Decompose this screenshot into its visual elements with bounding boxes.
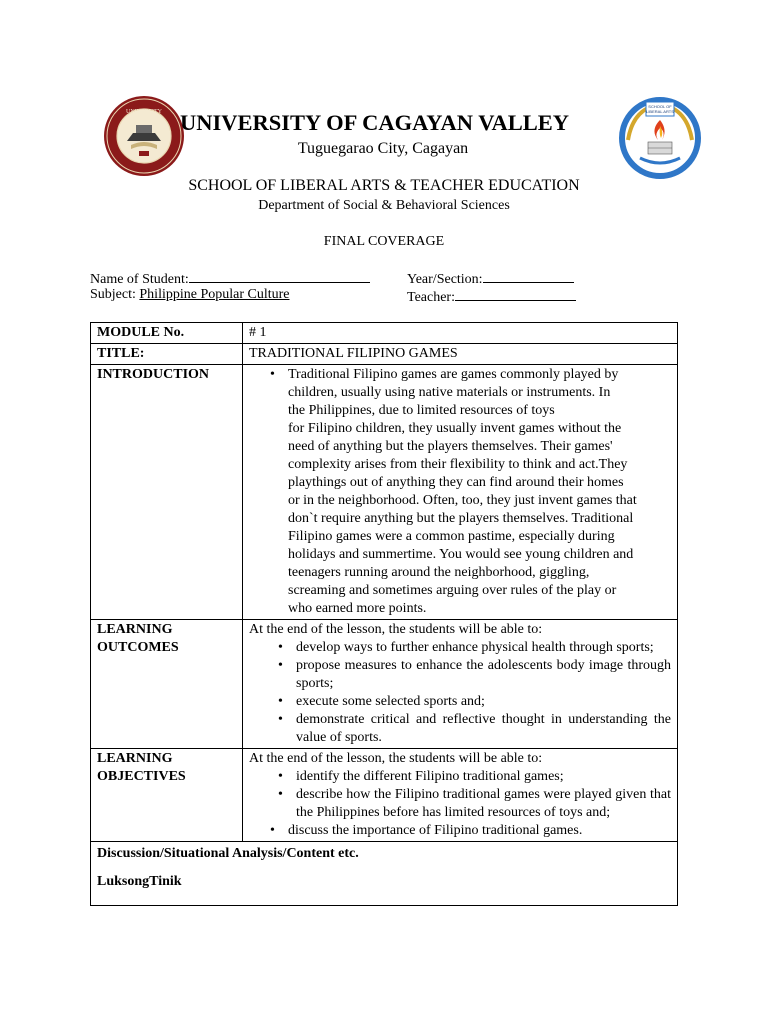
list-item: • describe how the Filipino traditional games were played given that the Philippines before has limited resources of toys and; (278, 787, 671, 820)
subject-field (90, 287, 290, 303)
year-section-blank (483, 269, 574, 283)
student-name-blank (189, 269, 370, 283)
bullet-icon: • (278, 658, 283, 673)
university-name: UNIVERSITY OF CAGAYAN VALLEY (180, 110, 570, 135)
university-city: Tuguegarao City, Cagayan (297, 140, 469, 157)
subject-label: Subject: (90, 287, 136, 302)
year-section-label: Year/Section: (407, 272, 483, 287)
learning-objectives-cell (243, 749, 678, 842)
coverage-title: FINAL COVERAGE (323, 234, 445, 249)
module-table (90, 322, 678, 906)
teacher-label: Teacher: (407, 290, 455, 305)
list-item: • propose measures to enhance the adolescents body image through sports; (278, 658, 671, 691)
list-item: • discuss the importance of Filipino traditional games. (270, 823, 583, 838)
student-name-label: Name of Student: (90, 272, 189, 287)
introduction-cell (243, 365, 678, 620)
subject-value: Philippine Popular Culture (139, 287, 290, 302)
outcomes-lead: At the end of the lesson, the students will be able to: (249, 622, 543, 637)
student-name-field (90, 269, 370, 288)
school-name: SCHOOL OF LIBERAL ARTS & TEACHER EDUCATION (188, 177, 580, 194)
learning-outcomes-label: LEARNING OUTCOMES (91, 620, 243, 749)
objectives-lead: At the end of the lesson, the students will be able to: (249, 751, 543, 766)
introduction-row (91, 365, 678, 620)
svg-text:UNIVERSITY: UNIVERSITY (126, 109, 162, 115)
introduction-label: INTRODUCTION (91, 365, 243, 620)
learning-outcomes-cell (243, 620, 678, 749)
discussion-heading: Discussion/Situational Analysis/Content etc. (97, 846, 359, 861)
title-label: TITLE: (91, 344, 243, 365)
module-number-label: MODULE No. (91, 323, 243, 344)
introduction-paragraph: • Traditional Filipino games are games commonly played by children, usually using native materials or instruments. In the Philippines, due to limited resources of toys for Filipino children, they usually invent games without the need of anything but the players themselves. Their games' complexity arises from their flexibility to think and act.They playthings out of anything they can find around their homes or in the neighborhood. Often, too, they just invent games that don`t require anything but the players themselves. Traditional Filipino games were a common pastime, especially during holidays and summertime. You would see young children and teenagers running around the neighborhood, giggling, screaming and sometimes arguing over rules of the play or who earned more points. (270, 367, 637, 616)
learning-objectives-label: LEARNING OBJECTIVES (91, 749, 243, 842)
list-item: • identify the different Filipino traditional games; (278, 769, 564, 784)
school-seal-logo (618, 96, 702, 180)
module-number-value: # 1 (243, 323, 678, 344)
discussion-row (91, 842, 678, 906)
svg-text:SCHOOL OF: SCHOOL OF (648, 104, 672, 109)
bullet-icon: • (270, 823, 275, 838)
svg-text:LIBERAL ARTS: LIBERAL ARTS (646, 109, 674, 114)
bullet-icon: • (278, 712, 283, 727)
discussion-cell (91, 842, 678, 906)
bullet-icon: • (278, 694, 283, 709)
bullet-icon: • (278, 640, 283, 655)
bullet-icon: • (270, 367, 275, 382)
list-item: • develop ways to further enhance physical health through sports; (278, 640, 654, 655)
learning-outcomes-row (91, 620, 678, 749)
university-seal-logo (103, 95, 185, 177)
bullet-icon: • (278, 769, 283, 784)
bullet-icon: • (278, 787, 283, 802)
teacher-field (407, 287, 576, 306)
module-number-row (91, 323, 678, 344)
title-value: TRADITIONAL FILIPINO GAMES (243, 344, 678, 365)
year-section-field (407, 269, 574, 288)
discussion-subheading: LuksongTinik (97, 874, 182, 889)
title-row (91, 344, 678, 365)
department-name: Department of Social & Behavioral Sciences (258, 198, 510, 213)
learning-objectives-row (91, 749, 678, 842)
list-item: • demonstrate critical and reflective thought in understanding the value of sports. (278, 712, 671, 745)
list-item: • execute some selected sports and; (278, 694, 485, 709)
teacher-blank (455, 287, 576, 301)
